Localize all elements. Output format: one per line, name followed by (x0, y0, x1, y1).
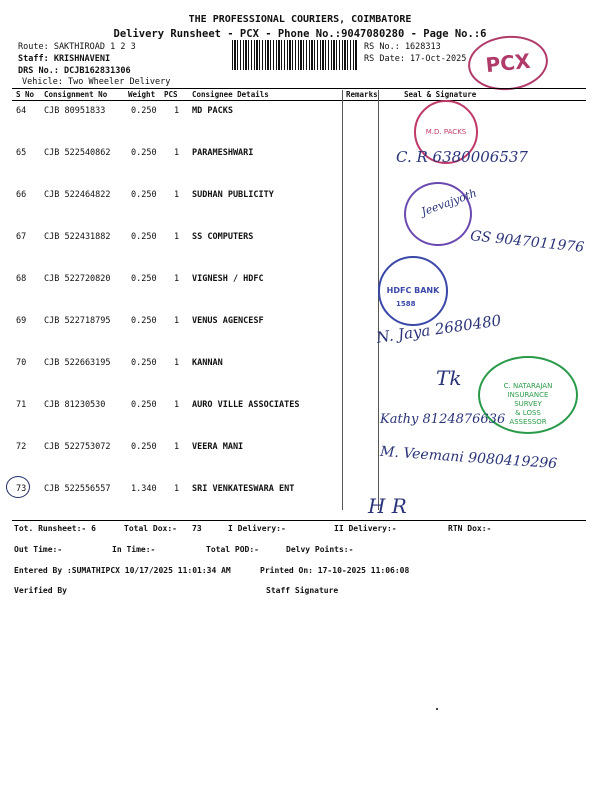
signature-row-66: Jeevajyoth (419, 186, 479, 219)
col-sno: S No (16, 90, 35, 99)
row-sno: 72 (16, 442, 27, 452)
row-consignment: CJB 80951833 (44, 106, 106, 116)
col-weight: Weight (128, 90, 156, 99)
row-pcs: 1 (174, 358, 180, 368)
row-consignee: VENUS AGENCESF (192, 316, 264, 326)
natarajan-seal-line: INSURANCE (507, 391, 549, 399)
row-consignment: CJB 522663195 (44, 358, 111, 368)
rs-no: RS No.: 1628313 (364, 42, 441, 52)
row-consignee: SUDHAN PUBLICITY (192, 190, 274, 200)
signature-row-70: Tk (436, 366, 462, 390)
hdfc-seal-name: HDFC BANK (386, 286, 440, 295)
row-pcs: 1 (174, 106, 180, 116)
row-consignee: AURO VILLE ASSOCIATES (192, 400, 300, 410)
rtn-dox: RTN Dox:- (448, 524, 492, 533)
row-consignment: CJB 522540862 (44, 148, 111, 158)
row-sno: 69 (16, 316, 27, 326)
row-sno: 68 (16, 274, 27, 284)
table-row (0, 478, 600, 520)
footer-top-line (12, 520, 586, 521)
table-row (0, 310, 600, 352)
col-remarks: Remarks (346, 90, 378, 99)
natarajan-seal-line: & LOSS (515, 409, 541, 417)
table-row (0, 100, 600, 142)
signature-row-72: M. Veemani 9080419296 (379, 443, 558, 473)
signature-row-73: H R (368, 494, 407, 518)
rs-date: RS Date: 17-Oct-2025 (364, 54, 467, 64)
row-sno: 65 (16, 148, 27, 158)
row-consignee: MD PACKS (192, 106, 233, 116)
row-consignment: CJB 81230530 (44, 400, 106, 410)
company-title: THE PROFESSIONAL COURIERS, COIMBATORE (188, 14, 412, 25)
staff-signature: Staff Signature (266, 586, 339, 595)
row-pcs: 1 (174, 400, 180, 410)
row-sno: 67 (16, 232, 27, 242)
in-time: In Time:- (112, 545, 156, 554)
row-consignment: CJB 522464822 (44, 190, 111, 200)
md-packs-seal: M.D. PACKS (414, 100, 478, 164)
printed-on: Printed On: 17-10-2025 11:06:08 (260, 566, 410, 575)
row-consignee: SS COMPUTERS (192, 232, 254, 242)
signature-row-71: Kathy 8124876636 (380, 412, 506, 427)
row-weight: 0.250 (131, 274, 157, 284)
staff-text: Staff: KRISHNAVENI (18, 54, 111, 64)
row-consignment: CJB 522718795 (44, 316, 111, 326)
barcode (232, 40, 358, 70)
delvy-points: Delvy Points:- (286, 545, 354, 554)
row-consignment: CJB 522720820 (44, 274, 111, 284)
row-pcs: 1 (174, 274, 180, 284)
speck (436, 708, 438, 710)
total-pod: Total POD:- (206, 545, 259, 554)
natarajan-seal-name: C. NATARAJAN (503, 382, 553, 390)
signature-row-69: N. Jaya 2680480 (375, 311, 503, 347)
i-delivery: I Delivery:- (228, 524, 286, 533)
out-time: Out Time:- (14, 545, 63, 554)
row-sno: 64 (16, 106, 27, 116)
hdfc-seal-code: 1588 (396, 300, 416, 308)
row-pcs: 1 (174, 148, 180, 158)
row-consignment: CJB 522556557 (44, 484, 111, 494)
hdfc-bank-seal (378, 256, 448, 326)
row-consignee: VIGNESH / HDFC (192, 274, 264, 284)
row-weight: 0.250 (131, 358, 157, 368)
signature-row-67: GS 9047011976 (469, 228, 585, 256)
row-weight: 0.250 (131, 232, 157, 242)
route-text: Route: SAKTHIROAD 1 2 3 (18, 42, 136, 52)
row-weight: 0.250 (131, 106, 157, 116)
natarajan-seal-line: ASSESSOR (509, 418, 547, 426)
row-sno: 71 (16, 400, 27, 410)
row-consignee: VEERA MANI (192, 442, 244, 452)
verified-by: Verified By (14, 586, 67, 595)
row-pcs: 1 (174, 484, 180, 494)
total-dox-value: 73 (192, 524, 202, 533)
row-pcs: 1 (174, 316, 180, 326)
runsheet-subtitle: Delivery Runsheet - PCX - Phone No.:9047080280 - Page No.:6 (113, 28, 487, 40)
col-consignment: Consignment No (44, 90, 108, 99)
col-consignee: Consignee Details (192, 90, 269, 99)
col-pcs: PCS (164, 90, 178, 99)
col-seal: Seal & Signature (404, 90, 477, 99)
row-consignee: PARAMESHWARI (192, 148, 254, 158)
row-consignee: KANNAN (192, 358, 223, 368)
entered-by: Entered By :SUMATHIPCX 10/17/2025 11:01:34 AM (14, 566, 231, 575)
row-sno: 70 (16, 358, 27, 368)
tot-runsheet: Tot. Runsheet:- 6 (14, 524, 96, 533)
row-weight: 0.250 (131, 148, 157, 158)
row-sno: 73 (16, 484, 27, 494)
table-row (0, 268, 600, 310)
table-top-line (12, 88, 586, 89)
row-weight: 1.340 (131, 484, 157, 494)
natarajan-seal-line: SURVEY (514, 400, 542, 408)
pcx-stamp: PCX (465, 32, 550, 94)
row-weight: 0.250 (131, 442, 157, 452)
row-pcs: 1 (174, 442, 180, 452)
row-weight: 0.250 (131, 316, 157, 326)
row-weight: 0.250 (131, 400, 157, 410)
vehicle-text: Vehicle: Two Wheeler Delivery (22, 77, 171, 87)
drs-text: DRS No.: DCJB162831306 (18, 66, 131, 76)
ii-delivery: II Delivery:- (334, 524, 397, 533)
row-consignment: CJB 522753072 (44, 442, 111, 452)
row-pcs: 1 (174, 232, 180, 242)
row-consignment: CJB 522431882 (44, 232, 111, 242)
signature-row-65: C. R 6380006537 (396, 148, 528, 166)
row-pcs: 1 (174, 190, 180, 200)
table-row (0, 184, 600, 226)
total-dox-label: Total Dox:- (124, 524, 177, 533)
row-sno: 66 (16, 190, 27, 200)
row-weight: 0.250 (131, 190, 157, 200)
handwritten-circle-73 (6, 476, 30, 498)
row-consignee: SRI VENKATESWARA ENT (192, 484, 295, 494)
